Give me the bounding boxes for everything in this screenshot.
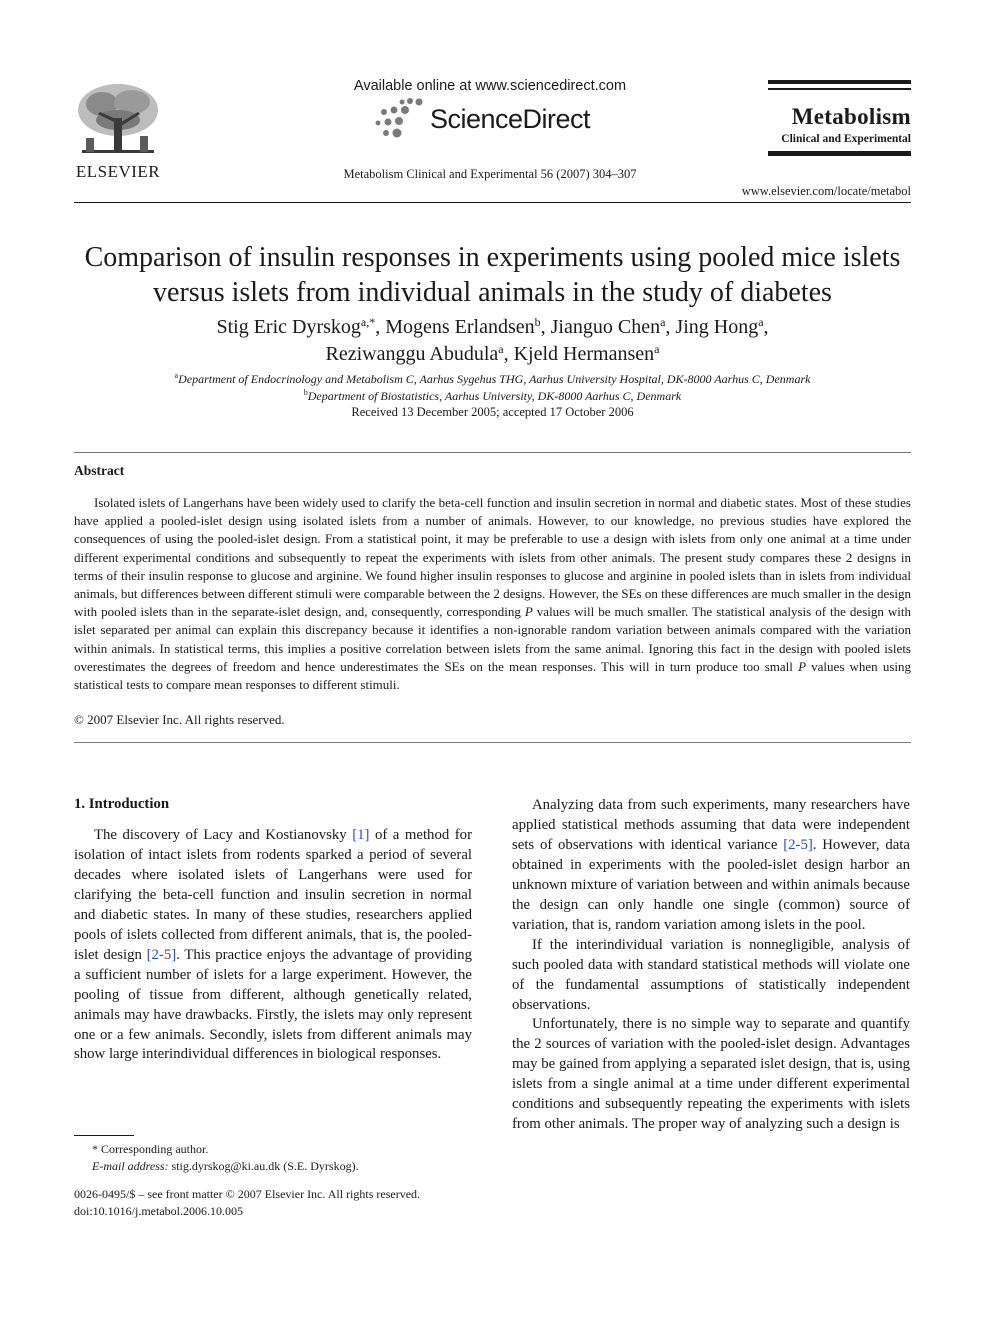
author-affiliation-mark: a: [660, 315, 666, 329]
author-separator: ,: [665, 316, 676, 338]
elsevier-logo: [72, 80, 164, 180]
author-name[interactable]: Mogens Erlandsen: [385, 316, 535, 338]
footnote-rule: [74, 1135, 134, 1136]
section-heading-introduction: 1. Introduction: [74, 796, 170, 812]
left-column: [74, 826, 472, 1065]
journal-logo-rule-top: [768, 80, 911, 84]
abstract-text: values will be much smaller. The statistical analysis of the design with islet separated per animal can explain this discrepancy because it identifies a non-ignorable random variation between animals compared with the variation within animals. In statistical terms, this implies a positive correlation between islets from the same animal. Ignoring this fact in the design with pooled islets overestimates the degrees of freedom and hence underestimates the SEs on the mean responses. This will in turn produce too small: [74, 604, 911, 674]
journal-logo-title: Metabolism: [791, 104, 911, 129]
abstract-bottom-rule: [74, 742, 911, 743]
abstract-italic-p: P: [798, 658, 807, 674]
author-name[interactable]: Jianguo Chen: [550, 316, 661, 338]
journal-logo-subtitle: Clinical and Experimental: [781, 133, 911, 145]
paragraph: Unfortunately, there is no simple way to separate and quantify the 2 sources of variation with the pooled-islet design. Advantages may be gained from applying a separated islet design, that is, using islets from a single animal at a time under different experimental conditions and subsequently repeating the experiments with islets from other animals. The proper way of analyzing such a design is: [512, 1016, 910, 1133]
citation-link[interactable]: [2-5]: [146, 946, 177, 963]
paragraph-text: The discovery of Lacy and Kostianovsky: [94, 827, 353, 843]
abstract-copyright: © 2007 Elsevier Inc. All rights reserved.: [74, 712, 285, 727]
author-name[interactable]: Stig Eric Dyrskog: [216, 316, 361, 338]
sciencedirect-logo: [372, 96, 622, 142]
author-separator: ,: [540, 316, 551, 338]
citation-link[interactable]: [2-5]: [783, 836, 813, 853]
paragraph-text: Analyzing data from such experiments, many researchers have applied statistical methods assuming that data were independent sets of observations with identical variance: [512, 797, 910, 853]
journal-logo-rule-thin: [768, 88, 911, 90]
author-name[interactable]: Jing Hong: [675, 316, 759, 338]
affiliation-text: Department of Biostatistics, Aarhus University, DK-8000 Aarhus C, Denmark: [307, 389, 682, 403]
affiliations: [60, 371, 925, 405]
affiliation-mark: a: [174, 371, 179, 380]
abstract-text: values when using statistical tests to compare mean responses to different stimuli.: [74, 658, 911, 693]
email-address-link[interactable]: stig.dyrskog@ki.au.dk (S.E. Dyrskog).: [168, 1159, 359, 1173]
paragraph-text: . However, data obtained in experiments with the pooled-islet design harbor an unknown mixture of variation between and within animals because the design can only handle one single (common) source of variation, that is, random variation among islets in the pool.: [512, 836, 910, 933]
abstract-top-rule: [74, 452, 911, 453]
author-affiliation-mark: a: [654, 342, 660, 356]
author-affiliation-mark: a: [498, 342, 504, 356]
paragraph: If the interindividual variation is nonnegligible, analysis of such pooled data with standard statistical methods will violate one of the fundamental assumptions of statistically independent observations.: [512, 936, 910, 1013]
abstract-italic-p: P: [524, 604, 533, 620]
article-title-line: versus islets from individual animals in the study of diabetes: [153, 277, 832, 308]
issn-line: 0026-0495/$ – see front matter © 2007 Elsevier Inc. All rights reserved.: [74, 1187, 421, 1201]
author-separator: ,: [375, 316, 386, 338]
corresponding-author-note: * Corresponding author.: [92, 1142, 209, 1156]
author-name[interactable]: Kjeld Hermansen: [513, 343, 655, 365]
email-footnote: [92, 1159, 359, 1174]
paragraph: [74, 826, 472, 1065]
elsevier-tree-icon: [72, 80, 164, 160]
author-affiliation-mark: a,*: [360, 315, 376, 329]
available-online-text: Available online at www.sciencedirect.com: [353, 78, 627, 94]
abstract-body: [74, 494, 911, 694]
paragraph-text: . This practice enjoys the advantage of providing a sufficient number of islets for a large experiment. However, the pooling of tissue from different, although genetically related, animals may have drawbacks. Firstly, the islets may only represent one or a few animals. Secondly, islets from different animals may show large interindividual differences in biological responses.: [74, 946, 472, 1063]
email-label: E-mail address:: [92, 1159, 169, 1173]
abstract-heading: Abstract: [74, 463, 125, 478]
journal-logo-rule-bottom: [768, 151, 911, 156]
article-title-line: Comparison of insulin responses in experiments using pooled mice islets: [84, 242, 901, 273]
received-dates: Received 13 December 2005; accepted 17 October 2006: [351, 405, 634, 419]
header-divider: [74, 202, 911, 203]
elsevier-wordmark: ELSEVIER: [75, 162, 161, 181]
affiliation-text: Department of Endocrinology and Metabolism C, Aarhus Sygehus THG, Aarhus University Hospital, DK-8000 Aarhus C, Denmark: [178, 372, 811, 386]
affiliation-mark: b: [303, 388, 308, 397]
abstract-text: Isolated islets of Langerhans have been widely used to clarify the beta-cell function and insulin secretion in normal and diabetic states. Most of these studies have applied a pooled-islet design using isolated islets from a number of animals. However, to our knowledge, no previous studies have explored the consequences of using the pooled-islet design. From a statistical point, it may be preferable to use a design with islets from only one animal at a time under different experimental conditions and subsequently to repeat the experiments with islets from other animals. The present study compares these 2 designs in terms of their insulin response to glucose and arginine. We found higher insulin responses to glucose and arginine in pooled islets than in islets from individual animals, but differences between different stimuli were comparable between the 2 designs. However, the SEs on these differences are much smaller in the design with pooled islets than in the separate-islet design, and, consequently, corresponding: [74, 495, 911, 620]
journal-url-link[interactable]: www.elsevier.com/locate/metabol: [741, 184, 911, 198]
right-column: [512, 796, 910, 1135]
author-list: [60, 314, 925, 368]
article-title: [60, 240, 925, 310]
author-name[interactable]: Reziwanggu Abudula: [325, 343, 499, 365]
journal-citation: Metabolism Clinical and Experimental 56 (2007) 304–307: [343, 167, 637, 181]
paragraph-text: of a method for isolation of intact islets from rodents sparked a period of several decades where isolated islets of Langerhans were used for clarifying the beta-cell function and insulin secretion in normal and diabetic states. In many of these studies, researchers applied pools of islets collected from different animals, that is, the pooled-islet design: [74, 827, 473, 963]
paragraph: [512, 796, 910, 936]
doi-line[interactable]: doi:10.1016/j.metabol.2006.10.005: [74, 1204, 243, 1218]
author-separator: ,: [763, 316, 769, 338]
author-affiliation-mark: b: [534, 315, 541, 329]
author-affiliation-mark: a: [758, 315, 764, 329]
sciencedirect-wordmark: ScienceDirect: [430, 104, 591, 134]
citation-link[interactable]: [1]: [352, 827, 370, 843]
sciencedirect-dots-icon: [372, 96, 430, 142]
author-separator: ,: [503, 343, 514, 365]
